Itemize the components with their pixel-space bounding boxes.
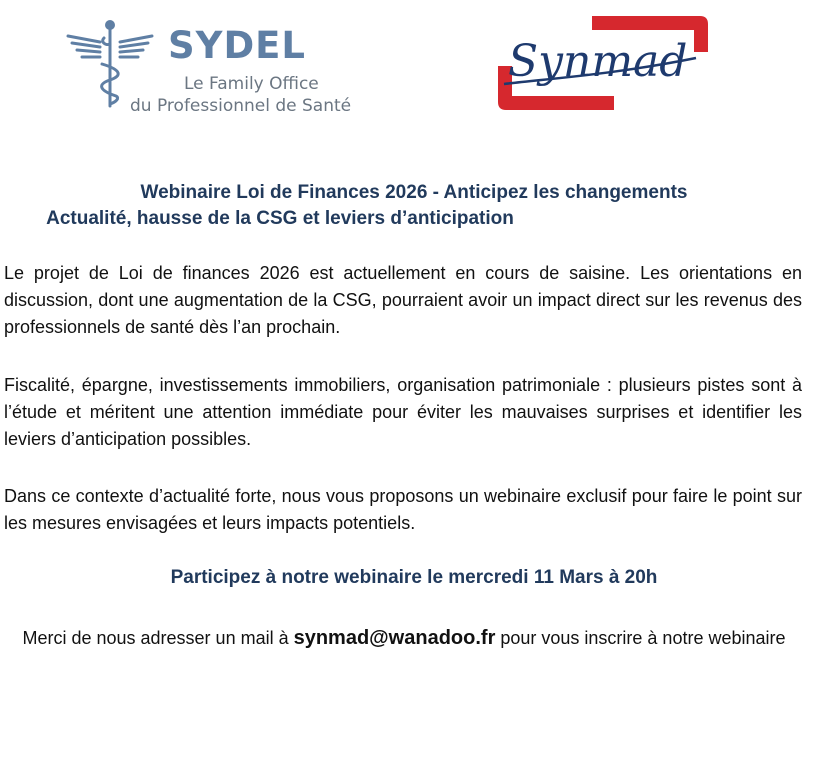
sydel-tagline-line1: Le Family Office	[184, 74, 319, 94]
synmad-logo	[496, 14, 712, 114]
sydel-brand-name: SYDEL	[168, 24, 307, 67]
contact-text-before: Merci de nous adresser un mail à	[22, 628, 294, 648]
contact-instructions	[0, 624, 808, 652]
webinar-subtitle: Actualité, hausse de la CSG et leviers d’anticipation	[46, 208, 514, 229]
synmad-wordmark: Synmad	[508, 36, 688, 87]
synmad-logo-mark	[496, 14, 712, 114]
paragraph-offer: Dans ce contexte d’actualité forte, nous vous proposons un webinaire exclusif pour faire le point sur les mesures envisagées et leurs impacts potentiels.	[4, 486, 802, 533]
webinar-date-callout: Participez à notre webinaire le mercredi 11 Mars à 20h	[170, 567, 658, 588]
paragraph-intro: Le projet de Loi de finances 2026 est actuellement en cours de saisine. Les orientations en discussion, dont une augmentation de la CSG, pourraient avoir un impact direct sur les revenus des professionnels de santé dès l’an prochain.	[4, 263, 802, 337]
contact-email-link[interactable]: synmad@wanadoo.fr	[293, 627, 496, 649]
paragraph-topics: Fiscalité, épargne, investissements immobiliers, organisation patrimoniale : plusieurs pistes sont à l’étude et méritent une attention immédiate pour éviter les mauvaises surprises et identifier les leviers d’anticipation possibles.	[4, 375, 802, 449]
sydel-tagline-line2: du Professionnel de Santé	[130, 96, 352, 116]
contact-text-after: pour vous inscrire à notre webinaire	[495, 628, 786, 648]
webinar-title: Webinaire Loi de Finances 2026 - Anticipez les changements	[140, 182, 688, 203]
sydel-logo	[60, 12, 360, 122]
